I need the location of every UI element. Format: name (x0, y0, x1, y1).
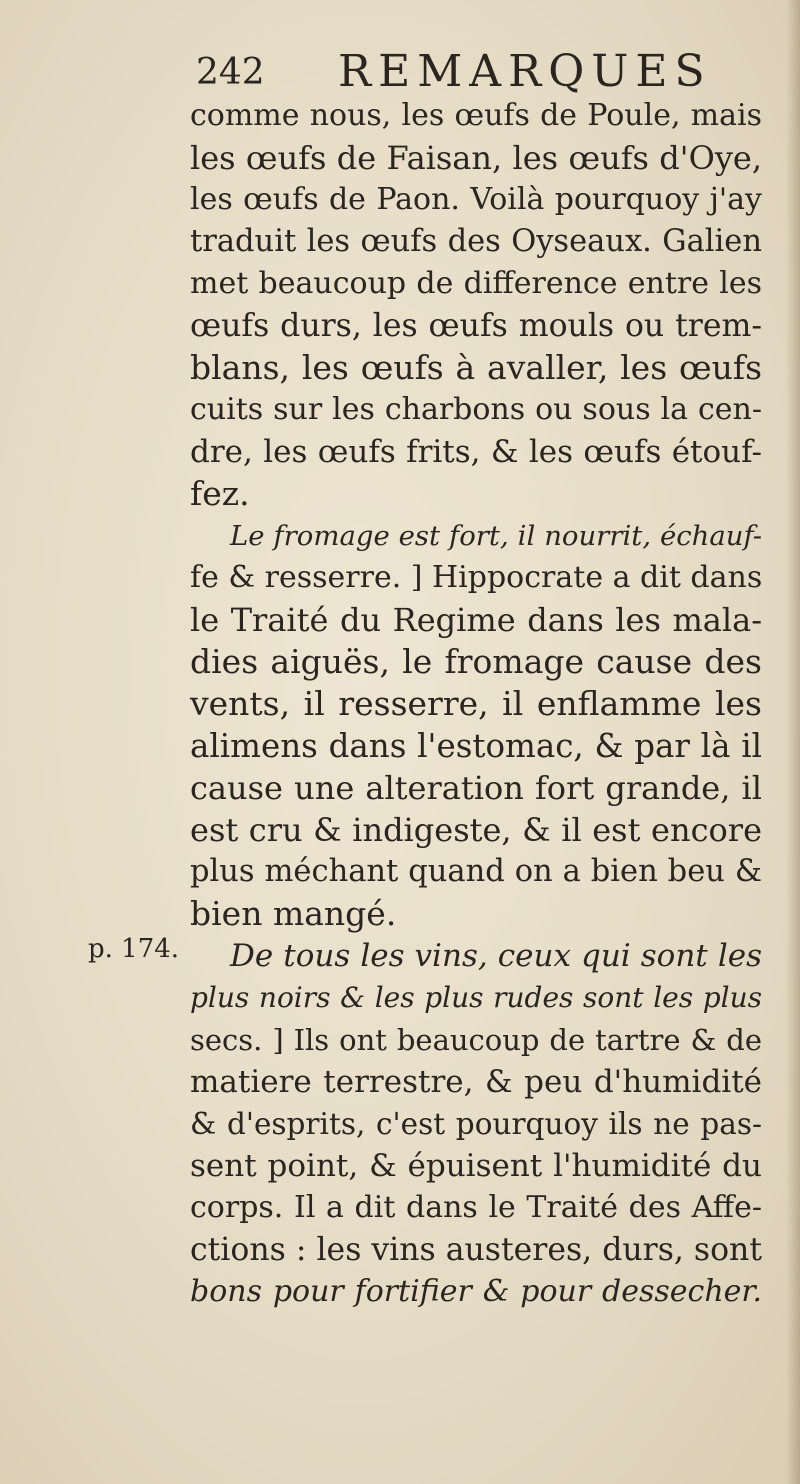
text-line-lemma: Le fromage est fort, il nourrit, échauf- (230, 520, 762, 552)
text-line: plus méchant quand on a bien beu & (190, 854, 762, 889)
text-line: comme nous, les œufs de Poule, mais (190, 98, 762, 133)
text-line: sent point, & épuisent l'humidité du (190, 1148, 762, 1184)
text-line: met beaucoup de difference entre les (190, 266, 762, 301)
text-line: corps. Il a dit dans le Traité des Affe- (190, 1190, 762, 1225)
text-line: les œufs de Faisan, les œufs d'Oye, (190, 139, 762, 177)
text-line: bons pour fortifier & pour dessecher. (190, 1274, 762, 1309)
text-line: les œufs de Paon. Voilà pourquoy j'ay (190, 182, 762, 217)
text-line: œufs durs, les œufs mouls ou trem- (190, 308, 762, 344)
text-line-lemma: De tous les vins, ceux qui sont les (230, 938, 762, 974)
text-line: matiere terrestre, & peu d'humidité (190, 1064, 762, 1100)
running-title: REMARQUES (338, 46, 712, 97)
text-line: dre, les œufs frits, & les œufs étouf- (190, 434, 762, 470)
text-line: fez. (190, 474, 250, 513)
text-line: bien mangé. (190, 894, 397, 933)
text-line: alimens dans l'estomac, & par là il (190, 727, 762, 765)
text-line: le Traité du Regime dans les mala- (190, 601, 762, 639)
text-line: ctions : les vins austeres, durs, sont (190, 1232, 762, 1268)
text-line: fe & resserre. ] Hippocrate a dit dans (190, 560, 763, 595)
page-gutter-shadow (786, 0, 800, 1484)
text-line: blans, les œufs à avaller, les œufs (190, 348, 762, 387)
text-line: & d'esprits, c'est pourquoy ils ne pas- (190, 1107, 762, 1141)
text-line: est cru & indigeste, & il est encore (190, 811, 762, 849)
text-line: vents, il resserre, il enflamme les (190, 684, 762, 723)
text-line-lemma: plus noirs & les plus rudes sont les plus (190, 981, 762, 1014)
page-header (190, 46, 750, 102)
text-line: dies aiguës, le fromage cause des (190, 642, 762, 681)
page-number: 242 (196, 52, 265, 93)
text-line: traduit les œufs des Oyseaux. Galien (190, 224, 762, 259)
text-line: secs. ] Ils ont beaucoup de tartre & de (190, 1023, 762, 1057)
text-line: cuits sur les charbons ou sous la cen- (190, 392, 762, 427)
margin-note: p. 174. (88, 934, 180, 964)
text-line: cause une alteration fort grande, il (190, 769, 762, 807)
